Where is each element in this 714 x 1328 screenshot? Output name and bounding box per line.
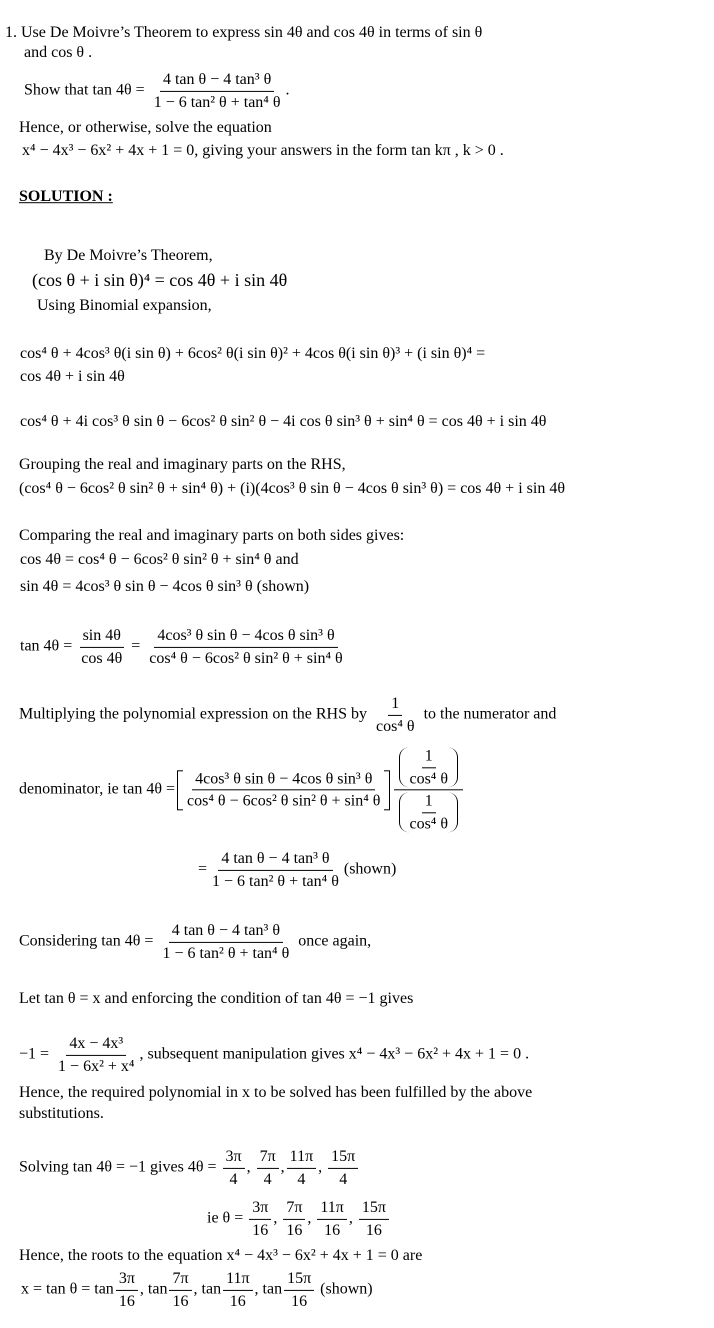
question-tan-identity xyxy=(24,71,290,111)
math-group xyxy=(182,770,385,810)
math-text: , xyxy=(307,1209,316,1227)
fraction xyxy=(283,1199,305,1239)
fraction-numerator xyxy=(394,747,463,790)
math-text: 4 xyxy=(229,1170,238,1188)
fraction xyxy=(284,1270,314,1310)
fraction xyxy=(116,1270,138,1310)
fraction-denominator xyxy=(55,1056,137,1076)
fraction-numerator xyxy=(169,1270,191,1291)
math-group xyxy=(404,793,453,833)
math-text: 4 tan θ − 4 tan³ θ xyxy=(221,849,330,867)
math-text: 7π xyxy=(286,1198,303,1216)
math-text: once again, xyxy=(294,932,372,950)
fraction xyxy=(373,695,418,735)
fraction-numerator xyxy=(223,1270,252,1291)
parentheses xyxy=(399,747,458,787)
math-text: 1 − 6x² + x⁴ xyxy=(58,1057,135,1075)
math-text: cos 4θ = cos⁴ θ − 6cos² θ sin² θ + sin⁴ θ and xyxy=(20,551,299,569)
math-group xyxy=(404,747,453,787)
fraction-denominator xyxy=(321,1220,343,1240)
fraction xyxy=(184,770,383,810)
math-text: SOLUTION : xyxy=(19,188,113,206)
math-text: = xyxy=(198,860,208,878)
fraction-numerator xyxy=(80,627,124,648)
fraction-numerator xyxy=(66,1035,126,1056)
math-text: tan 4θ = xyxy=(20,637,77,655)
fraction-numerator xyxy=(154,627,337,648)
math-text: . xyxy=(285,81,290,99)
math-text: 11π xyxy=(320,1198,344,1216)
math-text: cos⁴ θ xyxy=(409,769,449,787)
math-text: 15π xyxy=(287,1269,312,1287)
math-text: 16 xyxy=(252,1221,269,1239)
fraction xyxy=(78,627,125,667)
fraction xyxy=(287,1148,316,1188)
grouped-equation xyxy=(19,480,565,498)
math-text: denominator, ie tan 4θ = xyxy=(19,780,176,798)
fraction-denominator xyxy=(294,1169,308,1189)
fraction xyxy=(394,747,463,832)
math-text: 1 xyxy=(424,747,433,765)
fraction-numerator xyxy=(192,770,375,791)
binomial-intro xyxy=(37,297,212,315)
math-text: 16 xyxy=(324,1221,341,1239)
comparing-text xyxy=(19,527,404,545)
fraction-denominator xyxy=(406,813,451,833)
fraction-numerator xyxy=(284,1270,314,1291)
fraction-numerator xyxy=(287,1148,316,1169)
math-text: cos⁴ θ + 4i cos³ θ sin θ − 6cos² θ sin² θ − 4i cos θ sin³ θ + sin⁴ θ = cos 4θ + i sin 4θ xyxy=(20,413,547,431)
fraction xyxy=(146,627,345,667)
math-text: 4cos³ θ sin θ − 4cos θ sin³ θ xyxy=(157,626,335,644)
question-line-1 xyxy=(5,24,482,42)
fraction xyxy=(55,1035,137,1075)
math-text: , tan xyxy=(193,1280,222,1298)
fraction xyxy=(406,793,451,833)
math-text: 15π xyxy=(361,1198,386,1216)
math-text: −1 = xyxy=(19,1045,54,1063)
math-text: 16 xyxy=(229,1292,246,1310)
fraction-denominator xyxy=(394,791,463,833)
fraction xyxy=(359,1199,389,1239)
fraction-denominator xyxy=(146,648,345,668)
math-text: 4 tan θ − 4 tan³ θ xyxy=(171,921,280,939)
math-text: Hence, the roots to the equation x⁴ − 4x³ − 6x² + 4x + 1 = 0 are xyxy=(19,1247,423,1265)
math-text: 4cos³ θ sin θ − 4cos θ sin³ θ xyxy=(195,769,373,787)
math-text: 7π xyxy=(172,1269,189,1287)
math-text: 16 xyxy=(118,1292,135,1310)
fraction xyxy=(317,1199,346,1239)
math-text: 4 tan θ − 4 tan³ θ xyxy=(162,70,272,88)
math-text: By De Moivre’s Theorem, xyxy=(44,247,213,265)
math-text: and cos θ . xyxy=(24,44,93,62)
fraction-numerator xyxy=(359,1199,389,1220)
fraction-numerator xyxy=(160,71,274,92)
fraction-denominator xyxy=(283,1220,305,1240)
fraction-denominator xyxy=(363,1220,385,1240)
fraction xyxy=(159,922,292,962)
fraction-numerator xyxy=(328,1148,358,1169)
math-text: Grouping the real and imaginary parts on the RHS, xyxy=(19,456,346,474)
fraction xyxy=(328,1148,358,1188)
math-text: 11π xyxy=(226,1269,250,1287)
math-text: cos⁴ θ + 4cos³ θ(i sin θ) + 6cos² θ(i sin θ)² + 4cos θ(i sin θ)³ + (i sin θ)⁴ = xyxy=(20,345,486,363)
fraction xyxy=(223,1270,252,1310)
solving-line xyxy=(19,1148,360,1188)
math-text: = xyxy=(127,637,145,655)
fraction-denominator xyxy=(169,1291,191,1311)
solution-intro xyxy=(44,247,213,265)
math-text: 15π xyxy=(331,1147,356,1165)
math-text: 16 xyxy=(291,1292,308,1310)
fraction xyxy=(151,71,284,111)
math-text: 16 xyxy=(286,1221,303,1239)
math-text: 4 xyxy=(297,1170,306,1188)
math-text: cos⁴ θ xyxy=(375,717,415,735)
fraction-denominator xyxy=(227,1169,241,1189)
math-text: Considering tan 4θ = xyxy=(19,932,158,950)
fraction xyxy=(169,1270,191,1310)
fraction-numerator xyxy=(283,1199,305,1220)
math-text: 1 − 6 tan² θ + tan⁴ θ xyxy=(212,872,339,890)
fraction xyxy=(249,1199,271,1239)
math-text: , xyxy=(246,1158,255,1176)
math-text: (cos θ + i sin θ)⁴ = cos 4θ + i sin 4θ xyxy=(32,270,288,291)
math-text: substitutions. xyxy=(19,1105,104,1123)
question-line-2 xyxy=(24,44,92,62)
let-line xyxy=(19,990,413,1008)
math-text: (cos⁴ θ − 6cos² θ sin² θ + sin⁴ θ) + (i)(4cos³ θ sin θ − 4cos θ sin³ θ) = cos 4θ + i sin 4θ xyxy=(19,480,565,498)
math-text: Let tan θ = x and enforcing the condition of tan 4θ = −1 gives xyxy=(19,990,414,1008)
math-text: 3π xyxy=(225,1147,242,1165)
math-text: 1 xyxy=(391,694,400,712)
fraction-numerator xyxy=(169,922,283,943)
fraction-denominator xyxy=(406,768,451,788)
denominator-equation xyxy=(19,747,465,832)
fraction-denominator xyxy=(249,1220,271,1240)
math-text: cos⁴ θ − 6cos² θ sin² θ + sin⁴ θ xyxy=(187,792,381,810)
parentheses xyxy=(399,793,458,833)
roots-values xyxy=(21,1270,373,1310)
multiplying-text xyxy=(19,695,556,735)
math-text: , subsequent manipulation gives x⁴ − 4x³ − 6x² + 4x + 1 = 0 . xyxy=(139,1045,530,1063)
fraction-denominator xyxy=(288,1291,310,1311)
math-text: , xyxy=(348,1209,357,1227)
fraction xyxy=(209,850,342,890)
math-text: cos 4θ xyxy=(81,649,123,667)
fraction-numerator xyxy=(218,850,332,871)
math-text: 1 − 6 tan² θ + tan⁴ θ xyxy=(153,93,281,111)
math-text: Show that tan 4θ = xyxy=(24,81,149,99)
square-brackets xyxy=(177,770,390,810)
de-moivre-equation xyxy=(32,271,287,291)
math-text: Using Binomial expansion, xyxy=(37,297,212,315)
math-text: Hence, or otherwise, solve the equation xyxy=(19,119,272,137)
fraction-denominator xyxy=(151,92,284,112)
math-text: sin 4θ = 4cos³ θ sin θ − 4cos θ sin³ θ (shown) xyxy=(20,578,310,596)
fraction-numerator xyxy=(317,1199,346,1220)
fraction-denominator xyxy=(261,1169,275,1189)
math-text: , xyxy=(273,1209,282,1227)
math-text: x⁴ − 4x³ − 6x² + 4x + 1 = 0, giving your answers in the form tan kπ , k > 0 . xyxy=(22,142,504,160)
math-text: cos 4θ + i sin 4θ xyxy=(20,368,125,386)
math-text: 4 xyxy=(339,1170,348,1188)
question-equation xyxy=(22,142,504,160)
math-text: 11π xyxy=(289,1147,314,1165)
roots-intro xyxy=(19,1247,422,1265)
fraction-denominator xyxy=(159,943,292,963)
math-text: 3π xyxy=(252,1198,269,1216)
math-text: 1 − 6 tan² θ + tan⁴ θ xyxy=(162,944,290,962)
fraction xyxy=(257,1148,279,1188)
math-text: , xyxy=(318,1158,327,1176)
math-text: ie θ = xyxy=(207,1209,248,1227)
math-text: to the numerator and xyxy=(419,705,557,723)
fraction xyxy=(223,1148,245,1188)
tan4-ratio xyxy=(20,627,348,667)
math-text: 3π xyxy=(118,1269,135,1287)
considering-line xyxy=(19,922,371,962)
math-text: 16 xyxy=(365,1221,382,1239)
math-text: Multiplying the polynomial expression on the RHS by xyxy=(19,705,371,723)
question-hence xyxy=(19,119,272,137)
fraction-numerator xyxy=(116,1270,138,1291)
fraction-denominator xyxy=(227,1291,249,1311)
math-text: Comparing the real and imaginary parts on both sides gives: xyxy=(19,527,405,545)
fraction-numerator xyxy=(422,793,436,814)
tan4-shown xyxy=(198,850,396,890)
fraction-denominator xyxy=(336,1169,350,1189)
math-text: cos⁴ θ xyxy=(409,815,449,833)
math-text: 1 xyxy=(424,792,433,810)
sin4-result xyxy=(20,578,309,596)
math-text: x = tan θ = tan xyxy=(21,1280,114,1298)
math-text: cos⁴ θ − 6cos² θ sin² θ + sin⁴ θ xyxy=(149,649,343,667)
required-polynomial-2 xyxy=(19,1105,104,1123)
fraction-numerator xyxy=(257,1148,279,1169)
fraction-numerator xyxy=(388,695,402,716)
fraction-denominator xyxy=(184,791,383,811)
math-text: 4x − 4x³ xyxy=(69,1034,124,1052)
math-text: 4 xyxy=(263,1170,272,1188)
fraction xyxy=(406,747,451,787)
solution-heading xyxy=(19,188,113,206)
math-text: 16 xyxy=(172,1292,189,1310)
fraction-denominator xyxy=(209,871,342,891)
fraction-denominator xyxy=(116,1291,138,1311)
fraction-numerator xyxy=(422,747,436,768)
grouping-text xyxy=(19,456,346,474)
math-text: 7π xyxy=(259,1147,276,1165)
math-text: (shown) xyxy=(343,860,397,878)
fraction-denominator xyxy=(78,648,125,668)
math-text: (shown) xyxy=(316,1280,373,1298)
theta-values xyxy=(207,1199,391,1239)
math-text: sin 4θ xyxy=(82,626,121,644)
substitution-line xyxy=(19,1035,529,1075)
fraction-numerator xyxy=(223,1148,245,1169)
math-text: Solving tan 4θ = −1 gives 4θ = xyxy=(19,1158,221,1176)
expanded-equation xyxy=(20,413,546,431)
math-text: , xyxy=(280,1158,285,1176)
binomial-expansion xyxy=(20,345,485,363)
math-text: 1. Use De Moivre’s Theorem to express sin 4θ and cos 4θ in terms of sin θ xyxy=(5,24,483,42)
math-text: Hence, the required polynomial in x to be solved has been fulfilled by the above xyxy=(19,1084,533,1102)
fraction-denominator xyxy=(373,716,418,736)
math-text: , tan xyxy=(254,1280,283,1298)
cos4-result xyxy=(20,551,299,569)
required-polynomial-1 xyxy=(19,1084,532,1102)
fraction-numerator xyxy=(249,1199,271,1220)
binomial-expansion-rhs xyxy=(20,368,125,386)
math-text: , tan xyxy=(139,1280,168,1298)
